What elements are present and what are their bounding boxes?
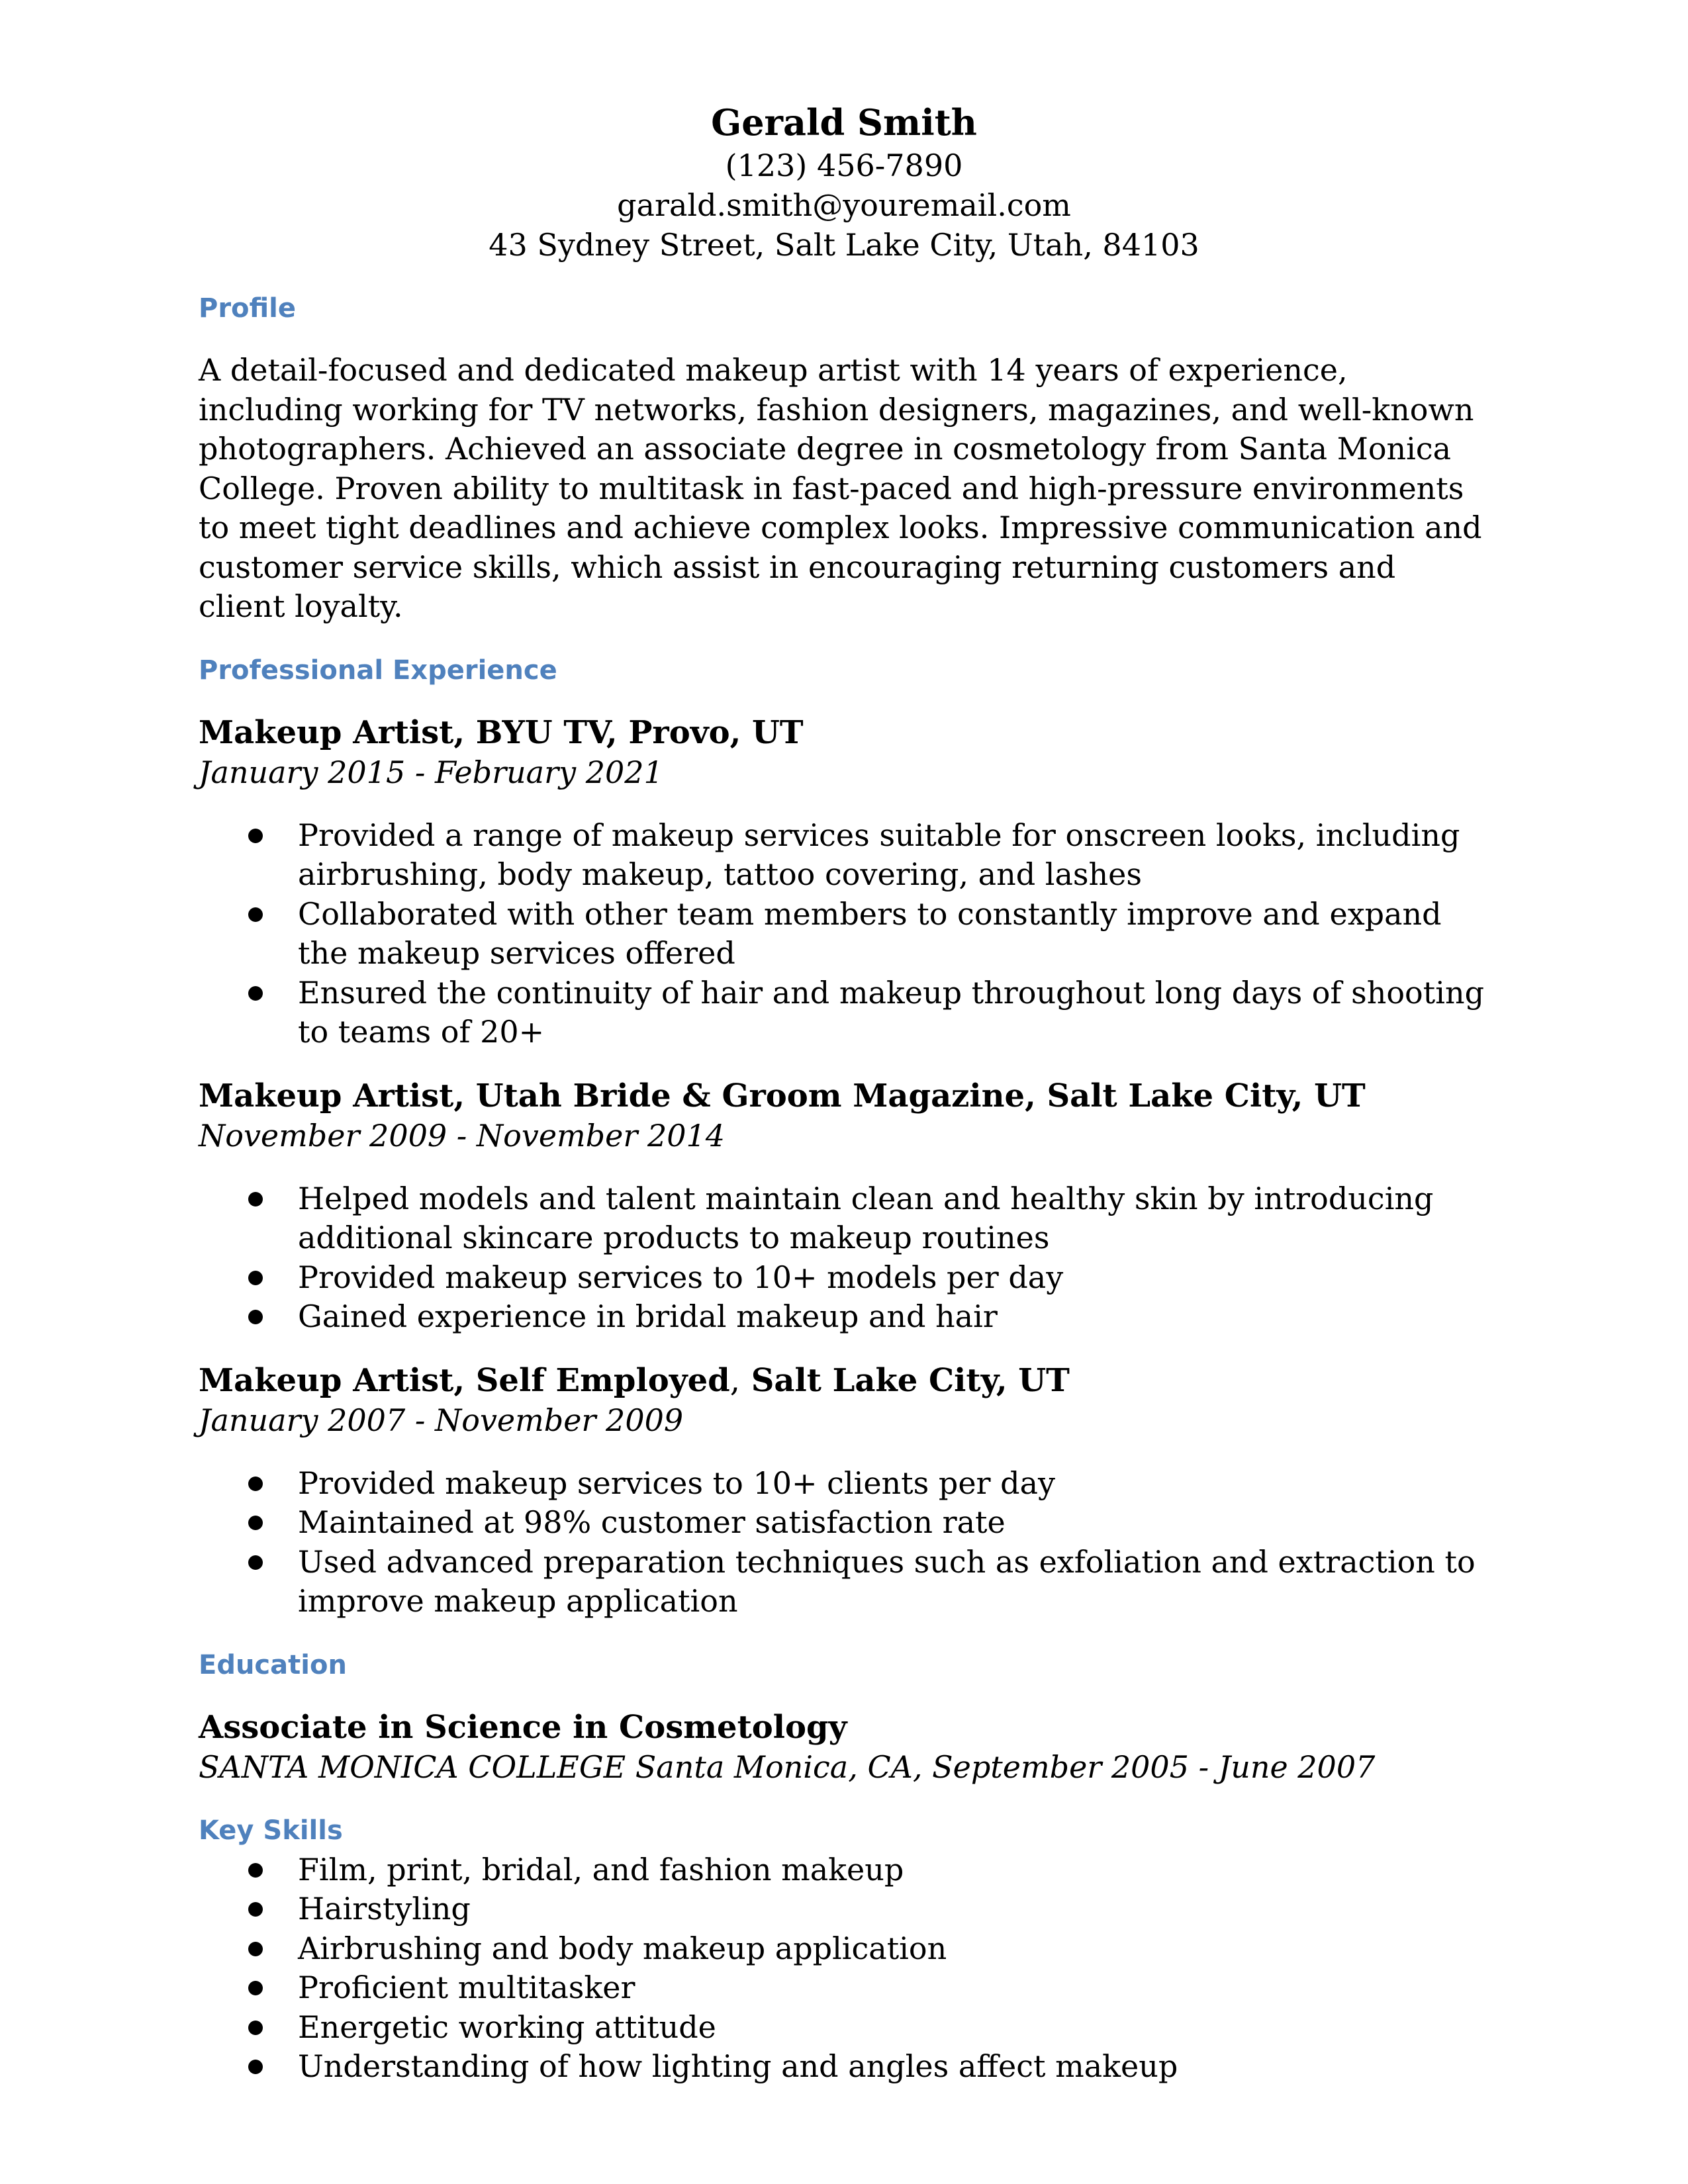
bullet-dot-icon — [248, 1192, 263, 1206]
bullet-dot-icon — [248, 1310, 263, 1324]
bullet-dot-icon — [248, 829, 263, 843]
bullet-dot-icon — [248, 1981, 263, 1995]
job-bullet-text: Helped models and talent maintain clean and healthy skin by introducing additional skincare products to makeup routines — [298, 1180, 1434, 1255]
job-title-location: Salt Lake City, UT — [740, 1361, 1070, 1399]
job-entry-self-employed — [199, 1361, 1489, 1621]
experience-heading: Professional Experience — [199, 655, 557, 686]
bullet-dot-icon — [248, 1555, 263, 1570]
bullet-dot-icon — [248, 1863, 263, 1878]
job-bullet-text: Provided makeup services to 10+ models per day — [298, 1259, 1064, 1295]
skill-text: Proficient multitasker — [298, 1970, 635, 2005]
job-bullet-text: Ensured the continuity of hair and makeup throughout long days of shooting to teams of 20+ — [298, 974, 1485, 1050]
skill-item — [199, 1850, 1489, 1890]
job-bullet-text: Provided a range of makeup services suitable for onscreen looks, including airbrushing, body makeup, tattoo covering, and lashes — [298, 817, 1460, 892]
bullet-dot-icon — [248, 1271, 263, 1285]
job-title-separator: , — [729, 1361, 740, 1399]
email-address: garald.smith@youremail.com — [617, 187, 1071, 223]
street-address: 43 Sydney Street, Salt Lake City, Utah, 84103 — [489, 227, 1199, 263]
job-title — [199, 1361, 1489, 1400]
degree-title: Associate in Science in Cosmetology — [199, 1708, 847, 1746]
job-bullet-list — [199, 816, 1489, 1052]
job-bullet-text: Gained experience in bridal makeup and hair — [298, 1298, 998, 1334]
job-dates: November 2009 - November 2014 — [199, 1117, 726, 1154]
job-bullet-text: Used advanced preparation techniques such as exfoliation and extraction to improve makeup application — [298, 1543, 1476, 1619]
job-dates: January 2015 - February 2021 — [199, 754, 663, 790]
education-section — [199, 1645, 1489, 1787]
job-title: Makeup Artist, BYU TV, Provo, UT — [199, 713, 804, 751]
bullet-dot-icon — [248, 2060, 263, 2074]
job-bullet-text: Collaborated with other team members to constantly improve and expand the makeup services offered — [298, 895, 1442, 971]
resume-page — [199, 99, 1489, 2111]
skills-section — [199, 1811, 1489, 2087]
job-bullet — [199, 1297, 1489, 1337]
skill-item — [199, 1968, 1489, 2008]
job-bullet — [199, 1543, 1489, 1621]
job-entry-byu-tv — [199, 713, 1489, 1052]
skill-text: Airbrushing and body makeup application — [298, 1930, 947, 1966]
job-bullet — [199, 1179, 1489, 1258]
bullet-dot-icon — [248, 1942, 263, 1956]
skill-text: Energetic working attitude — [298, 2009, 716, 2045]
experience-section — [199, 651, 1489, 1621]
bullet-dot-icon — [248, 907, 263, 922]
job-bullet-text: Provided makeup services to 10+ clients per day — [298, 1465, 1056, 1501]
phone-number: (123) 456-7890 — [725, 148, 963, 183]
resume-header — [199, 99, 1489, 265]
skill-item — [199, 1929, 1489, 1969]
job-bullet-list — [199, 1464, 1489, 1621]
job-bullet — [199, 1464, 1489, 1504]
profile-summary: A detail-focused and dedicated makeup artist with 14 years of experience, including working for TV networks, fashion designers, magazines, and well-known photographers. Achieved an associate degree in cosmetology from Santa Monica College. Proven ability to multitask in fast-paced and high-pressure environments to meet tight deadlines and achieve complex looks. Impressive communication and customer service skills, which assist in encouraging returning customers and client loyalty. — [199, 352, 1482, 624]
skill-text: Hairstyling — [298, 1891, 471, 1927]
job-bullet-list — [199, 1179, 1489, 1337]
job-bullet — [199, 1258, 1489, 1298]
job-dates: January 2007 - November 2009 — [199, 1402, 684, 1438]
skill-item — [199, 1889, 1489, 1929]
job-entry-utah-bride-groom — [199, 1076, 1489, 1337]
job-title-role: Makeup Artist, Self Employed — [199, 1361, 730, 1399]
job-bullet — [199, 895, 1489, 974]
education-heading: Education — [199, 1649, 347, 1680]
skill-item — [199, 2047, 1489, 2087]
job-bullet — [199, 816, 1489, 895]
skills-heading: Key Skills — [199, 1815, 343, 1846]
job-bullet-text: Maintained at 98% customer satisfaction rate — [298, 1504, 1006, 1540]
job-bullet — [199, 974, 1489, 1052]
profile-section — [199, 289, 1489, 627]
bullet-dot-icon — [248, 1516, 263, 1530]
job-title: Makeup Artist, Utah Bride & Groom Magazine, Salt Lake City, UT — [199, 1077, 1366, 1115]
school-details: SANTA MONICA COLLEGE Santa Monica, CA, September 2005 - June 2007 — [199, 1749, 1376, 1785]
skill-text: Understanding of how lighting and angles affect makeup — [298, 2048, 1178, 2084]
bullet-dot-icon — [248, 1902, 263, 1917]
skills-list — [199, 1850, 1489, 2087]
skill-item — [199, 2008, 1489, 2048]
bullet-dot-icon — [248, 2021, 263, 2035]
job-bullet — [199, 1503, 1489, 1543]
candidate-name: Gerald Smith — [711, 101, 977, 144]
skill-text: Film, print, bridal, and fashion makeup — [298, 1851, 904, 1888]
profile-heading: Profile — [199, 293, 297, 324]
bullet-dot-icon — [248, 986, 263, 1001]
bullet-dot-icon — [248, 1477, 263, 1491]
